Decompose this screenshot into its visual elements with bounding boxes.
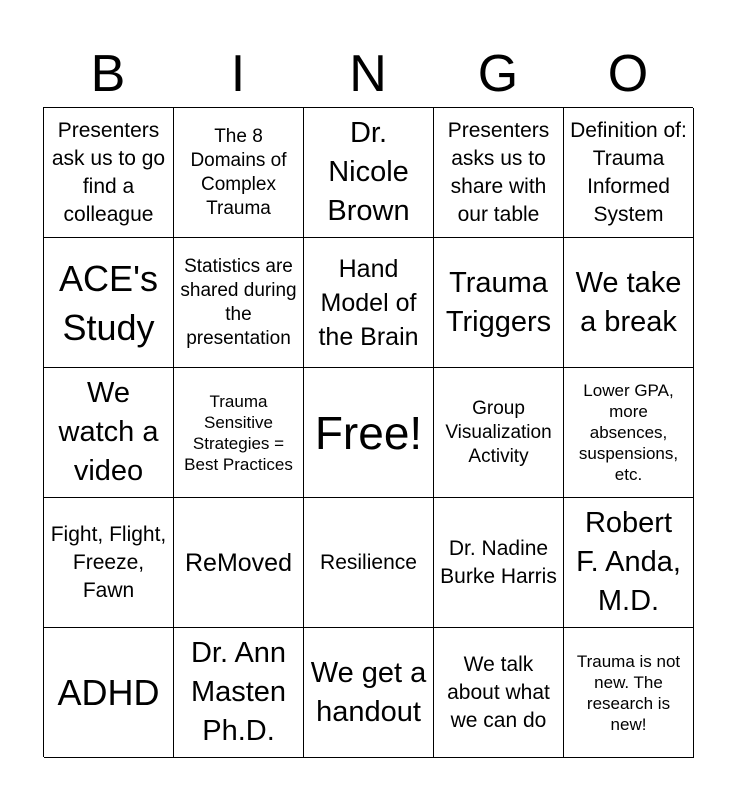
bingo-cell[interactable] [304, 628, 434, 758]
bingo-cell[interactable] [434, 368, 564, 498]
header-letter-i: I [230, 45, 246, 103]
cell-text: ADHD [57, 672, 160, 713]
header-letter-b: B [90, 45, 126, 103]
cell-text: Dr. Ann Masten Ph.D. [190, 637, 287, 747]
bingo-cell[interactable] [44, 368, 174, 498]
cell-text: We talk about what we can do [447, 652, 550, 732]
bingo-header [43, 40, 693, 108]
bingo-cell[interactable] [174, 498, 304, 628]
bingo-cell[interactable] [434, 238, 564, 368]
bingo-cell[interactable] [564, 498, 694, 628]
bingo-cell[interactable] [564, 108, 694, 238]
bingo-cell[interactable] [44, 628, 174, 758]
bingo-cell[interactable] [434, 498, 564, 628]
bingo-cell[interactable] [174, 368, 304, 498]
bingo-cell[interactable] [44, 238, 174, 368]
bingo-cell[interactable] [564, 628, 694, 758]
bingo-cell[interactable] [304, 108, 434, 238]
cell-text: Lower GPA, more absences, suspensions, etc. [578, 381, 679, 484]
cell-text: Fight, Flight, Freeze, Fawn [50, 522, 167, 602]
bingo-grid [43, 107, 693, 757]
cell-text: Robert F. Anda, M.D. [576, 507, 681, 617]
bingo-cell[interactable] [304, 498, 434, 628]
cell-text: Definition of: Trauma Informed System [570, 118, 687, 226]
bingo-cell[interactable] [564, 368, 694, 498]
cell-text: We take a break [575, 266, 682, 338]
cell-text: ACE's Study [59, 257, 158, 348]
cell-text: Trauma Sensitive Strategies = Best Practices [184, 391, 293, 474]
bingo-cell[interactable] [174, 108, 304, 238]
cell-text: Resilience [320, 550, 417, 574]
cell-text: ReMoved [185, 548, 292, 577]
cell-text: Hand Model of the Brain [318, 254, 419, 351]
cell-text: Trauma is not new. The research is new! [576, 651, 681, 734]
cell-text: Dr. Nadine Burke Harris [440, 536, 557, 588]
bingo-cell[interactable] [564, 238, 694, 368]
cell-text: Group Visualization Activity [445, 397, 552, 467]
bingo-cell[interactable] [44, 498, 174, 628]
bingo-cell[interactable] [174, 238, 304, 368]
bingo-cell[interactable] [44, 108, 174, 238]
cell-text: Presenters ask us to go find a colleague [51, 118, 166, 226]
bingo-cell[interactable] [434, 628, 564, 758]
bingo-cell[interactable] [434, 108, 564, 238]
cell-text: Trauma Triggers [445, 266, 552, 338]
cell-text: We get a handout [310, 656, 427, 728]
free-space-label: Free! [314, 406, 423, 459]
cell-text: Dr. Nicole Brown [327, 117, 410, 227]
free-space[interactable] [304, 368, 434, 498]
cell-text: The 8 Domains of Complex Trauma [190, 125, 287, 219]
cell-text: Statistics are shared during the presentation [180, 255, 297, 349]
bingo-cell[interactable] [174, 628, 304, 758]
header-letter-g: G [477, 45, 519, 103]
bingo-cell[interactable] [304, 238, 434, 368]
header-letter-o: O [607, 45, 649, 103]
header-letter-n: N [349, 45, 387, 103]
cell-text: We watch a video [58, 377, 159, 487]
cell-text: Presenters asks us to share with our table [447, 118, 550, 226]
